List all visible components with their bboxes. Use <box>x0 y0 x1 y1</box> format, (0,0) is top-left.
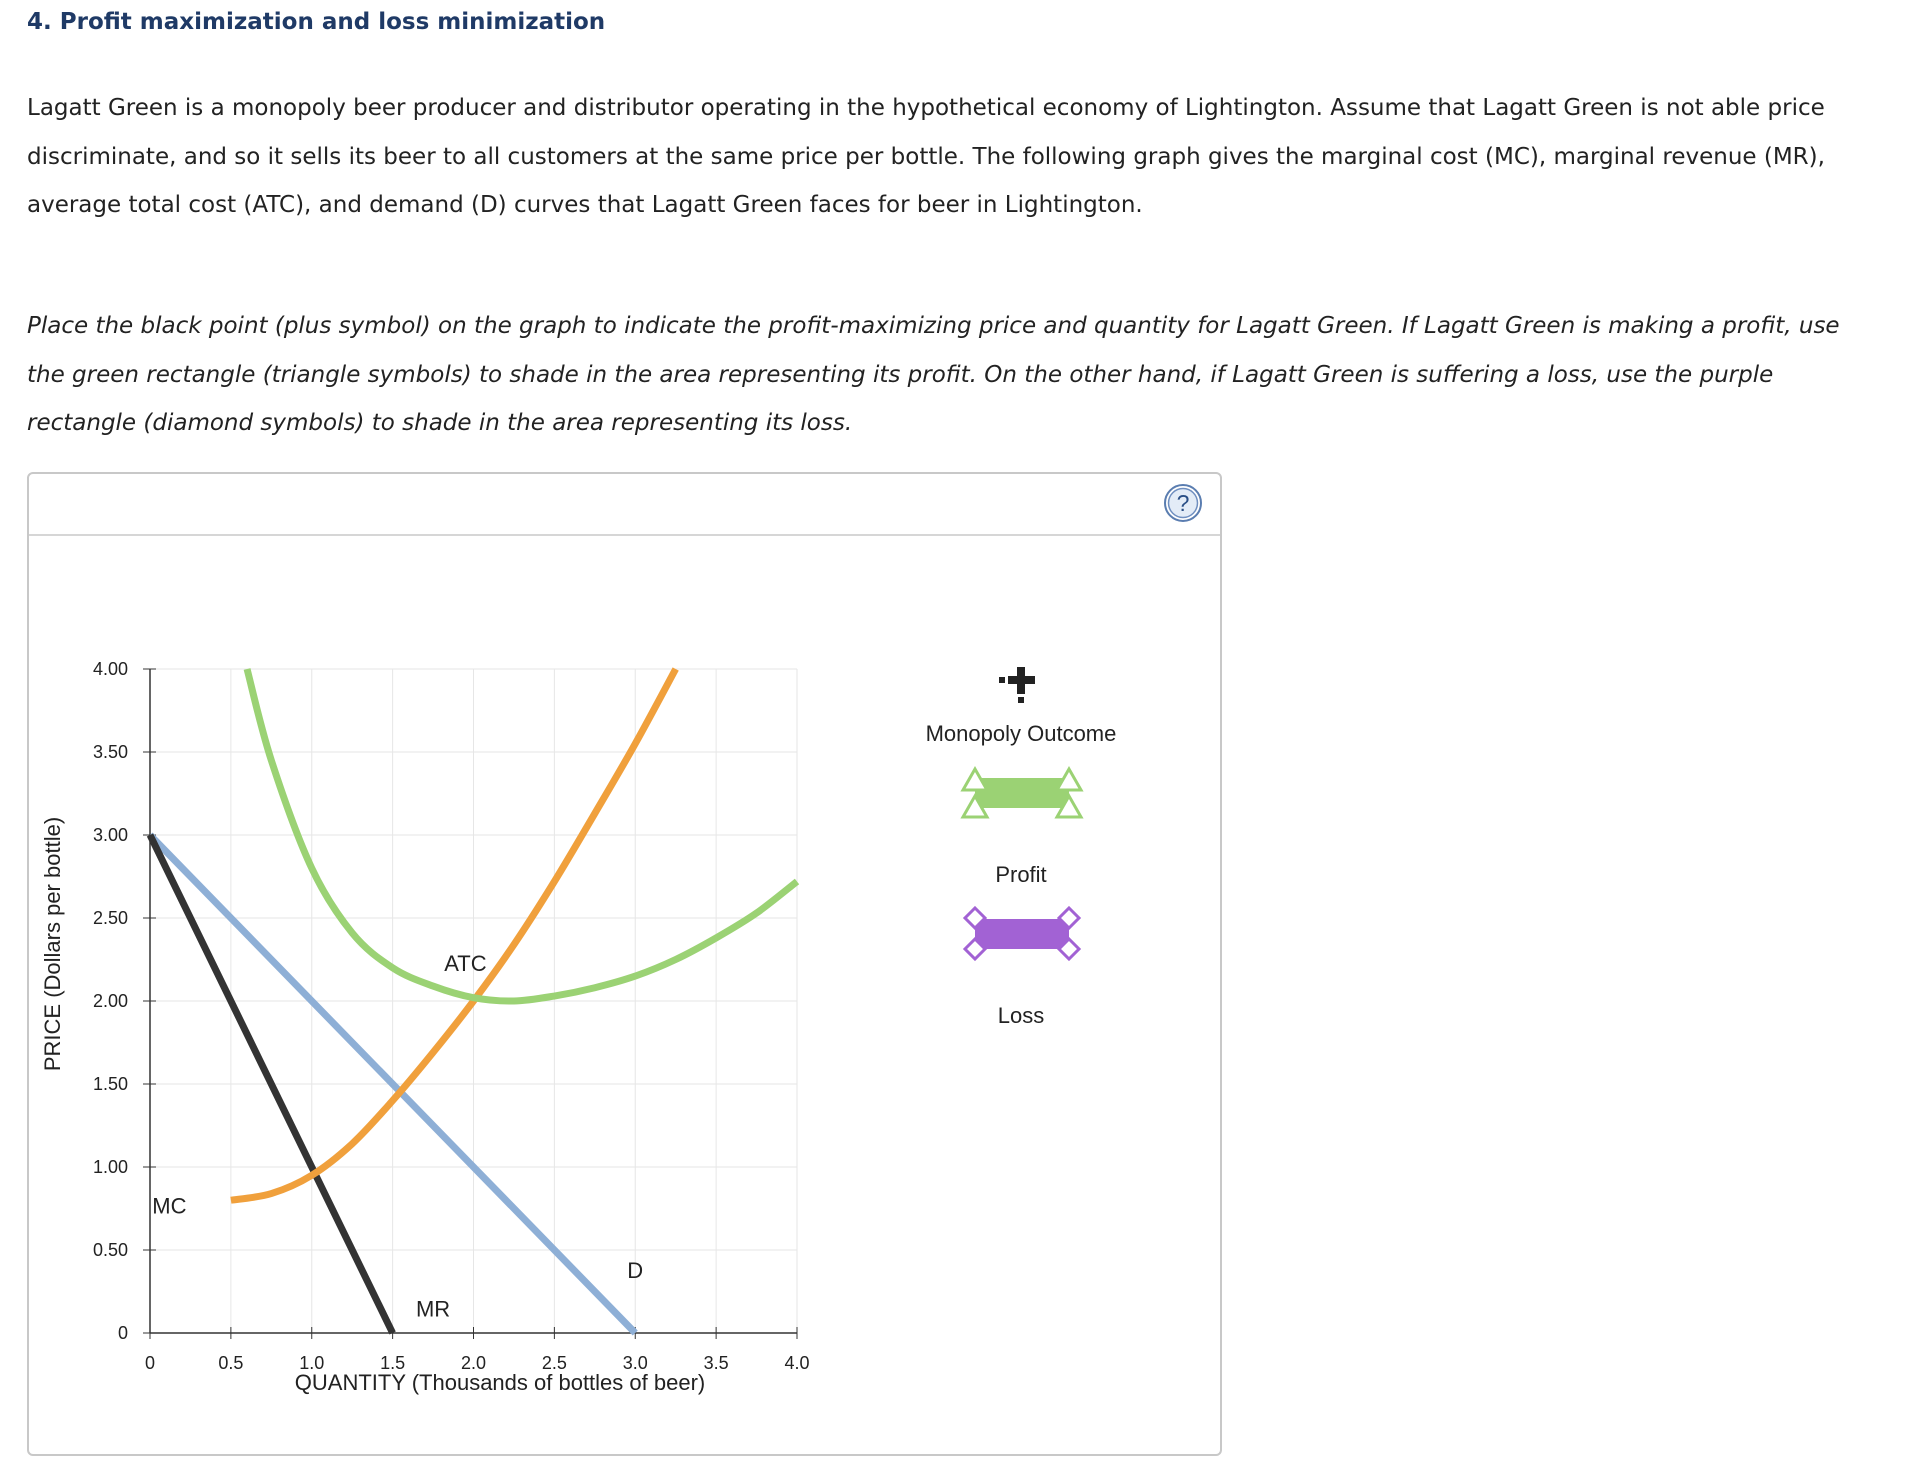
y-tick-label: 1.00 <box>92 1157 128 1177</box>
legend-item-profit[interactable] <box>963 769 1081 887</box>
y-tick-label: 3.00 <box>92 825 128 845</box>
y-tick-label: 2.50 <box>92 908 128 928</box>
mc-curve <box>231 669 676 1200</box>
mc-curve-label: MC <box>152 1193 187 1219</box>
x-tick-label: 3.5 <box>703 1353 729 1373</box>
x-axis-title: QUANTITY (Thousands of bottles of beer) <box>294 1370 706 1395</box>
graph-canvas[interactable] <box>29 536 1220 1454</box>
y-tick-label: 1.50 <box>92 1074 128 1094</box>
x-tick-label: 1.0 <box>299 1353 325 1373</box>
legend-item-loss[interactable] <box>965 908 1079 1028</box>
x-tick-label: 2.0 <box>460 1353 487 1373</box>
x-tick-label: 0 <box>144 1353 156 1373</box>
x-tick-label: 4.0 <box>784 1353 810 1373</box>
panel-header <box>29 474 1220 536</box>
graph-panel <box>27 472 1222 1456</box>
y-tick-label: 2.00 <box>92 991 128 1011</box>
help-icon[interactable] <box>1163 483 1203 523</box>
chart-axes <box>93 659 810 1373</box>
x-tick-label: 1.5 <box>380 1353 406 1373</box>
legend-label-loss: Loss <box>997 1003 1045 1028</box>
plus-icon[interactable] <box>999 667 1035 703</box>
y-tick-label: 0 <box>117 1323 128 1343</box>
question-instructions: Place the black point (plus symbol) on the graph to indicate the profit-maximizing price and quantity for Lagatt Green. If Lagatt Green is making a profit, use the green rectangle (triangle symbols) to shade in the area representing its profit. On the other hand, if Lagatt Green is suffering a loss, use the purple rectangle (diamond symbols) to shade in the area representing its loss. <box>27 313 1840 436</box>
diamond-icon[interactable] <box>965 908 1079 959</box>
legend-label-profit: Profit <box>995 862 1047 887</box>
legend <box>926 667 1117 1028</box>
legend-item-monopoly-outcome[interactable] <box>926 667 1117 746</box>
help-label: ? <box>1176 490 1190 516</box>
x-tick-label: 3.0 <box>622 1353 648 1373</box>
atc-curve-label: ATC <box>444 951 487 977</box>
y-tick-label: 0.50 <box>92 1240 128 1260</box>
triangle-icon[interactable] <box>963 769 1081 817</box>
x-tick-label: 0.5 <box>218 1353 244 1373</box>
mr-curve-label: MR <box>415 1296 451 1322</box>
x-tick-label: 2.5 <box>541 1353 567 1373</box>
y-tick-label: 3.50 <box>92 742 128 762</box>
y-tick-label: 4.00 <box>92 659 128 679</box>
question-intro: Lagatt Green is a monopoly beer producer and distributor operating in the hypothetical economy of Lightington. Assume that Lagatt Green is not able price discriminate, and so it sells its beer to all customers at the same price per bottle. The following graph gives the marginal cost (MC), marginal revenue (MR), average total cost (ATC), and demand (D) curves that Lagatt Green faces for beer in Lightington. <box>27 95 1825 218</box>
d-curve-label: D <box>627 1258 644 1284</box>
y-axis-title: PRICE (Dollars per bottle) <box>40 816 65 1072</box>
question-title: 4. Profit maximization and loss minimization <box>27 9 606 35</box>
legend-label-monopoly-outcome: Monopoly Outcome <box>925 721 1117 746</box>
